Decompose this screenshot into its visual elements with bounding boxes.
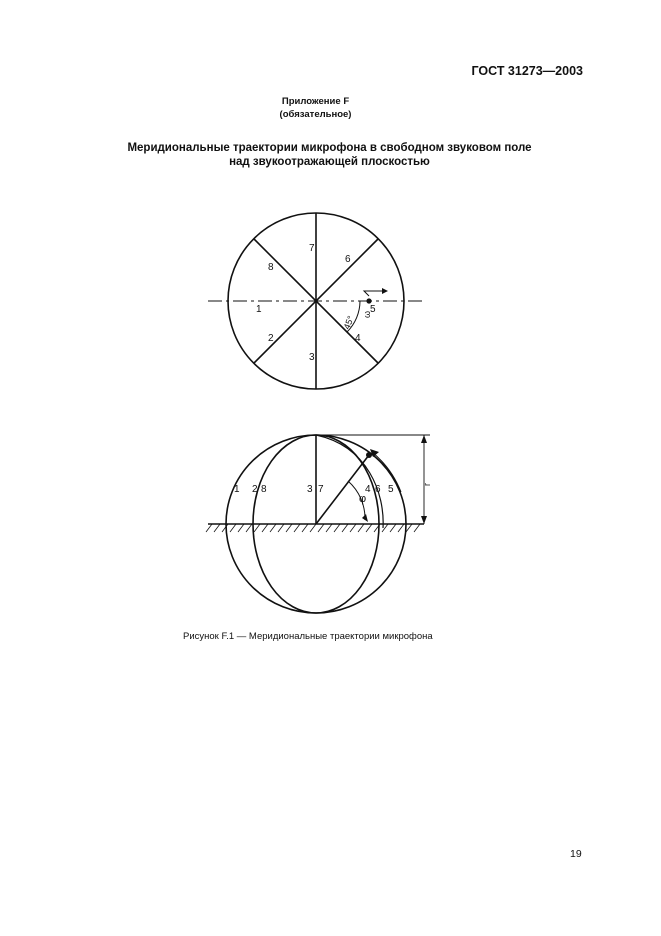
standard-number: ГОСТ 31273—2003 <box>471 64 583 78</box>
dim-arrow-bottom-icon <box>421 516 427 524</box>
title-line-2: над звукоотражающей плоскостью <box>229 156 430 168</box>
microphone-position-dot <box>366 452 372 458</box>
phi-label: φ <box>359 493 367 505</box>
sector-label: 5 <box>370 304 376 315</box>
figure-caption: Рисунок F.1 — Меридиональные траектории микрофона <box>183 631 433 642</box>
path-label: 4 <box>365 484 371 495</box>
ground-hatching <box>206 524 420 532</box>
path-label: 1 <box>234 484 240 495</box>
path-label: 5 <box>388 484 394 495</box>
sector-label: 3 <box>309 352 315 363</box>
path-label: 3 <box>307 484 313 495</box>
radius-label: r <box>422 483 432 486</box>
path-label: 8 <box>261 484 267 495</box>
phi-arrow-head-icon <box>362 514 368 522</box>
sector-label: 7 <box>309 243 315 254</box>
title-line-1: Меридиональные траектории микрофона в свободном звуковом поле <box>127 142 532 154</box>
sector-label: 2 <box>268 333 274 344</box>
path-label: 6 <box>375 484 381 495</box>
dim-arrow-top-icon <box>421 435 427 443</box>
path-label: 7 <box>318 484 324 495</box>
angled-radius <box>316 455 369 524</box>
annex-title: Приложение F <box>281 96 350 107</box>
page-number: 19 <box>570 848 582 860</box>
sector-label: 1 <box>256 304 262 315</box>
rotation-label: ω <box>362 310 372 318</box>
sector-label: 8 <box>268 262 274 273</box>
path-label: 2 <box>252 484 258 495</box>
angle-label-45: 45° <box>341 314 356 331</box>
sector-label: 4 <box>355 333 361 344</box>
sector-label: 6 <box>345 254 351 265</box>
annex-status: (обязательное) <box>279 109 352 120</box>
